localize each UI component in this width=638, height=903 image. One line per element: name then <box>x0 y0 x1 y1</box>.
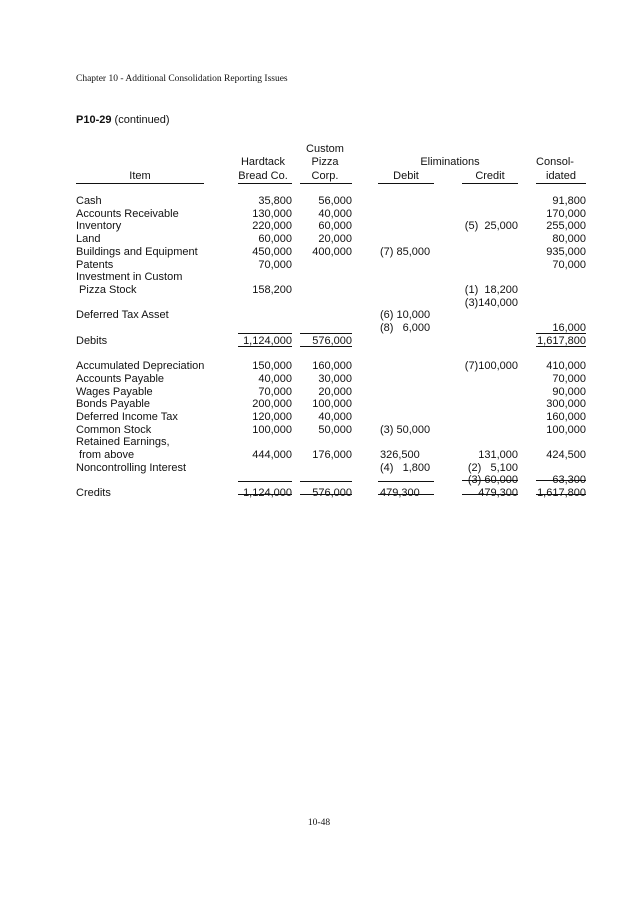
cell-debit: (7) 85,000 <box>380 245 431 258</box>
cell-item: Buildings and Equipment <box>76 245 198 258</box>
cell-debit: (6) 10,000 <box>380 309 431 322</box>
total-underline-debits-consolidated <box>536 346 586 347</box>
cell-hardtack: 40,000 <box>258 372 292 385</box>
cell-credit: 131,000 <box>478 449 518 461</box>
rule-debits-custom <box>300 333 352 334</box>
total-underline-credits-consolidated <box>536 494 586 495</box>
cell-debit: (8) 6,000 <box>380 322 431 334</box>
total-underline-debits-custom <box>300 346 352 347</box>
header-underline-consolidated <box>536 183 586 184</box>
cell-credit: (2) 5,100 <box>467 461 518 474</box>
cell-item: Accounts Receivable <box>76 207 179 220</box>
cell-item: Inventory <box>76 220 122 233</box>
cell-hardtack: 130,000 <box>252 207 292 220</box>
header-consolidated-line1: Consol- <box>536 156 574 168</box>
cell-item: Accumulated Depreciation <box>76 360 205 373</box>
cell-item: Bonds Payable <box>76 398 150 411</box>
cell-item: Land <box>76 233 101 246</box>
cell-consolidated: 160,000 <box>546 410 586 423</box>
cell-item: Debits <box>76 334 108 347</box>
cell-custom: 160,000 <box>312 360 352 373</box>
cell-item: Credits <box>76 487 111 500</box>
header-item: Item <box>129 170 151 182</box>
rule-debits-consolidated <box>536 333 586 334</box>
cell-consolidated: 80,000 <box>552 233 586 246</box>
cell-item: Retained Earnings, <box>76 436 170 449</box>
cell-consolidated: 16,000 <box>552 322 586 334</box>
cell-custom: 40,000 <box>318 410 352 423</box>
cell-debit: 479,300 <box>380 487 420 500</box>
cell-consolidated: 1,617,800 <box>537 334 586 347</box>
cell-debit: (3) 50,000 <box>380 423 431 436</box>
cell-consolidated: 410,000 <box>546 360 586 373</box>
total-underline-credits-debit <box>378 494 434 495</box>
cell-consolidated: 300,000 <box>546 398 586 411</box>
cell-consolidated: 70,000 <box>552 372 586 385</box>
cell-custom: 400,000 <box>312 245 352 258</box>
cell-custom: 176,000 <box>312 449 352 461</box>
cell-consolidated: 935,000 <box>546 245 586 258</box>
cell-hardtack: 150,000 <box>252 360 292 373</box>
problem-suffix: (continued) <box>114 114 170 126</box>
cell-custom: 100,000 <box>312 398 352 411</box>
header-credit: Credit <box>475 170 505 182</box>
rule-noncontrolling-consolidated <box>536 480 586 481</box>
header-consolidated-line2: idated <box>546 170 576 182</box>
cell-consolidated: 70,000 <box>552 258 586 271</box>
cell-hardtack: 220,000 <box>252 220 292 233</box>
cell-credit: (7)100,000 <box>464 360 518 373</box>
cell-consolidated: 170,000 <box>546 207 586 220</box>
total-underline-debits-hardtack <box>238 346 292 347</box>
header-custom-line2: Pizza <box>311 156 339 168</box>
cell-custom: 576,000 <box>312 334 352 347</box>
cell-hardtack: 120,000 <box>252 410 292 423</box>
header-underline-item <box>76 183 204 184</box>
rule-credits-custom <box>300 481 352 482</box>
total-underline-credits-credit <box>462 494 518 495</box>
cell-custom: 20,000 <box>318 385 352 398</box>
page-number: 10-48 <box>307 818 331 828</box>
cell-item: Accounts Payable <box>76 372 165 385</box>
cell-item: Cash <box>76 195 102 207</box>
cell-consolidated: 90,000 <box>552 385 586 398</box>
header-underline-custom <box>300 183 352 184</box>
cell-item: Noncontrolling Interest <box>76 461 187 474</box>
cell-hardtack: 100,000 <box>252 423 292 436</box>
cell-consolidated: 255,000 <box>546 220 586 233</box>
cell-item: Wages Payable <box>76 385 153 398</box>
header-custom-line3: Corp. <box>311 170 339 182</box>
cell-custom: 56,000 <box>318 195 352 207</box>
rule-debits-hardtack <box>238 333 292 334</box>
cell-debit: 326,500 <box>380 449 420 461</box>
cell-debit: (4) 1,800 <box>380 461 431 474</box>
cell-hardtack: 70,000 <box>258 385 292 398</box>
cell-item: Investment in Custom <box>76 271 183 284</box>
cell-credit: (1) 18,200 <box>464 283 518 296</box>
cell-custom: 20,000 <box>318 233 352 246</box>
cell-hardtack: 450,000 <box>252 245 292 258</box>
header-underline-credit <box>462 183 518 184</box>
cell-custom: 576,000 <box>312 487 352 500</box>
cell-credit: (5) 25,000 <box>464 220 518 233</box>
rule-noncontrolling-credit <box>462 480 518 481</box>
chapter-heading: Chapter 10 - Additional Consolidation Reporting Issues <box>76 74 288 84</box>
cell-custom: 30,000 <box>318 372 352 385</box>
cell-consolidated: 91,800 <box>552 195 586 207</box>
header-eliminations: Eliminations <box>420 156 480 168</box>
cell-custom: 40,000 <box>318 207 352 220</box>
cell-custom: 60,000 <box>318 220 352 233</box>
header-underline-debit <box>378 183 434 184</box>
cell-hardtack: 70,000 <box>258 258 292 271</box>
cell-consolidated: 100,000 <box>546 423 586 436</box>
cell-consolidated: 1,617,800 <box>537 487 586 500</box>
cell-item: Common Stock <box>76 423 152 436</box>
cell-custom: 50,000 <box>318 423 352 436</box>
problem-number: P10-29 <box>76 114 112 126</box>
header-debit: Debit <box>393 170 419 182</box>
cell-hardtack: 200,000 <box>252 398 292 411</box>
cell-hardtack: 60,000 <box>258 233 292 246</box>
cell-credit: (3)140,000 <box>464 296 518 309</box>
cell-hardtack: 1,124,000 <box>243 487 292 500</box>
total-underline-credits-custom <box>300 494 352 495</box>
cell-item: from above <box>76 449 135 461</box>
rule-credits-debit <box>378 481 434 482</box>
cell-hardtack: 444,000 <box>252 449 292 461</box>
cell-hardtack: 158,200 <box>252 283 292 296</box>
cell-credit: 479,300 <box>478 487 518 500</box>
cell-consolidated: 63,300 <box>552 474 586 487</box>
cell-item: Patents <box>76 258 114 271</box>
cell-item: Deferred Income Tax <box>76 410 178 423</box>
rule-credits-hardtack <box>238 481 292 482</box>
cell-item: Deferred Tax Asset <box>76 309 169 322</box>
header-hardtack-line1: Hardtack <box>240 156 286 168</box>
header-custom-line1: Custom <box>306 143 344 155</box>
header-underline-hardtack <box>238 183 292 184</box>
cell-item: Pizza Stock <box>76 283 137 296</box>
cell-consolidated: 424,500 <box>546 449 586 461</box>
cell-credit: (3) 60,000 <box>467 474 518 487</box>
header-hardtack-line2: Bread Co. <box>238 170 288 182</box>
cell-hardtack: 35,800 <box>258 195 292 207</box>
cell-hardtack: 1,124,000 <box>243 334 292 347</box>
total-underline-credits-hardtack <box>238 494 292 495</box>
